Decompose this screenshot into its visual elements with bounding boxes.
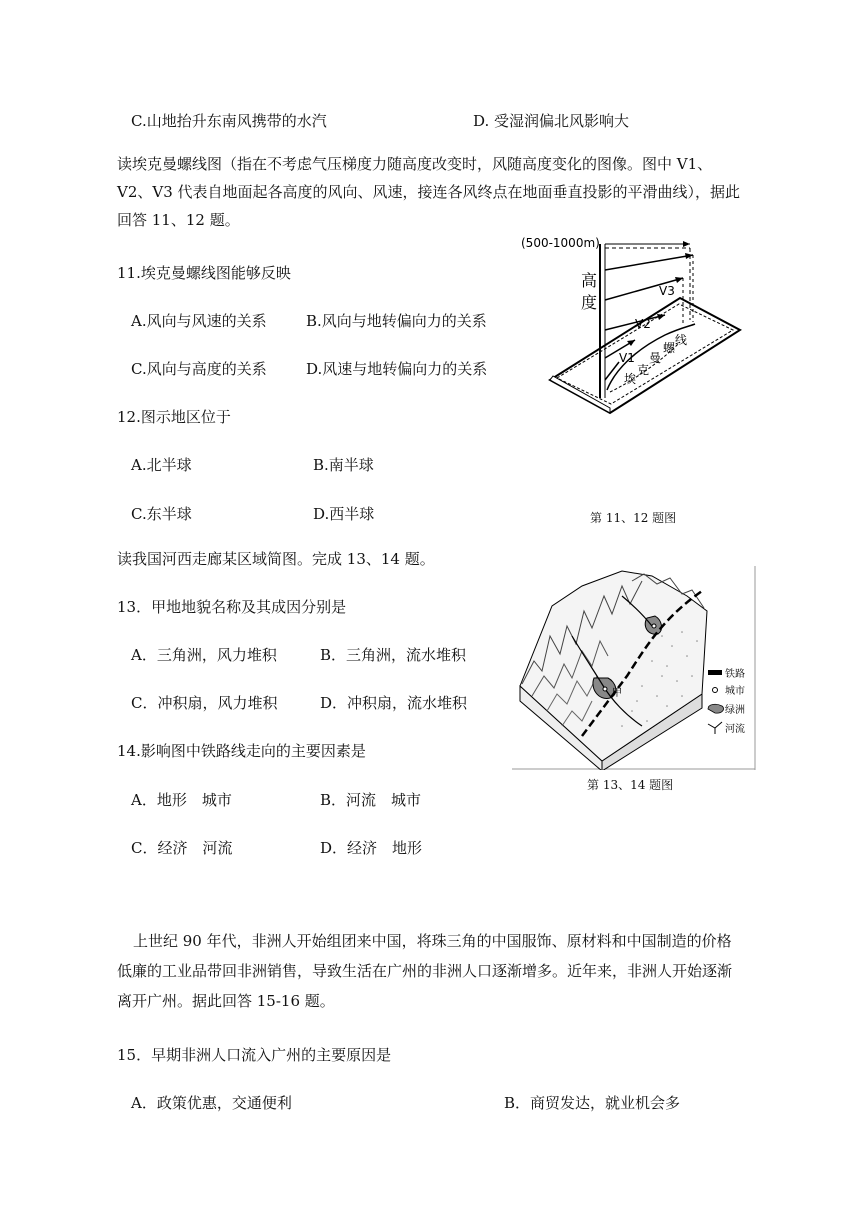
spiral-label-char-5: 线 [675, 333, 688, 347]
q12-option-d: D.西半球 [313, 505, 375, 523]
q10-option-c: C.山地抬升东南风携带的水汽 [131, 112, 327, 130]
q14-stem: 14.影响图中铁路线走向的主要因素是 [117, 742, 366, 760]
figure-11-12-caption: 第 11、12 题图 [590, 511, 677, 525]
q13-option-d: D．冲积扇，流水堆积 [320, 694, 468, 712]
q13-option-a: A．三角洲，风力堆积 [131, 646, 277, 664]
q10-option-d: D. 受湿润偏北风影响大 [473, 112, 630, 130]
height-range-label: (500-1000m) [521, 236, 600, 250]
q14-option-d: D．经济 地形 [320, 839, 423, 857]
hexi-corridor-figure [512, 566, 756, 770]
height-axis-label-2: 度 [581, 293, 598, 312]
q11-stem: 11.埃克曼螺线图能够反映 [117, 264, 291, 282]
q12-option-b: B.南半球 [313, 456, 374, 474]
q13-stem: 13．甲地地貌名称及其成因分别是 [117, 598, 347, 616]
q15-option-b: B．商贸发达，就业机会多 [504, 1094, 681, 1112]
q15-option-a: A．政策优惠，交通便利 [131, 1094, 292, 1112]
q13-option-c: C．冲积扇，风力堆积 [131, 694, 278, 712]
spiral-label-char-3: 曼 [649, 351, 662, 365]
intro-13-14: 读我国河西走廊某区域简图。完成 13、14 题。 [117, 550, 435, 568]
intro-15-16: 上世纪 90 年代，非洲人开始组团来中国，将珠三角的中国服饰、原材料和中国制造的价格低廉的工业品带回非洲销售，导致生活在广州的非洲人口逐渐增多。近年来，非洲人开始逐渐离开广州。据此回答 15-16 题。 [117, 932, 733, 1010]
q13-option-b: B．三角洲，流水堆积 [320, 646, 467, 664]
v3-label: V3 [659, 284, 675, 298]
q12-option-a: A.北半球 [131, 456, 192, 474]
v2-label: V2 [635, 317, 651, 331]
q11-option-a: A.风向与风速的关系 [131, 312, 267, 330]
spiral-label-char-2: 克 [637, 363, 650, 377]
q15-stem: 15．早期非洲人口流入广州的主要原因是 [117, 1046, 392, 1064]
place-jia-label: 甲 [612, 688, 622, 699]
legend-river: 河流 [725, 724, 745, 735]
ekman-spiral-figure [515, 230, 745, 415]
q11-option-c: C.风向与高度的关系 [131, 360, 267, 378]
q12-stem: 12.图示地区位于 [117, 408, 231, 426]
spiral-label-char-4: 螺 [663, 341, 676, 355]
q14-option-c: C．经济 河流 [131, 839, 233, 857]
q12-option-c: C.东半球 [131, 505, 192, 523]
legend-railway: 铁路 [725, 669, 745, 680]
legend-oasis: 绿洲 [725, 705, 745, 716]
legend-city: 城市 [725, 686, 745, 697]
q11-option-b: B.风向与地转偏向力的关系 [306, 312, 487, 330]
v1-label: V1 [619, 351, 635, 365]
spiral-label-char-1: 埃 [624, 372, 637, 386]
q14-option-a: A．地形 城市 [131, 791, 232, 809]
q14-option-b: B．河流 城市 [320, 791, 422, 809]
intro-11-12: 读埃克曼螺线图（指在不考虑气压梯度力随高度改变时，风随高度变化的图像。图中 V1、V2、V3 代表自地面起各高度的风向、风速，接连各风终点在地面垂直投影的平滑曲线），据此回答 11、12 题。 [117, 155, 741, 229]
height-axis-label-1: 高 [581, 271, 598, 290]
figure-13-14-caption: 第 13、14 题图 [587, 778, 674, 792]
q11-option-d: D.风速与地转偏向力的关系 [306, 360, 488, 378]
